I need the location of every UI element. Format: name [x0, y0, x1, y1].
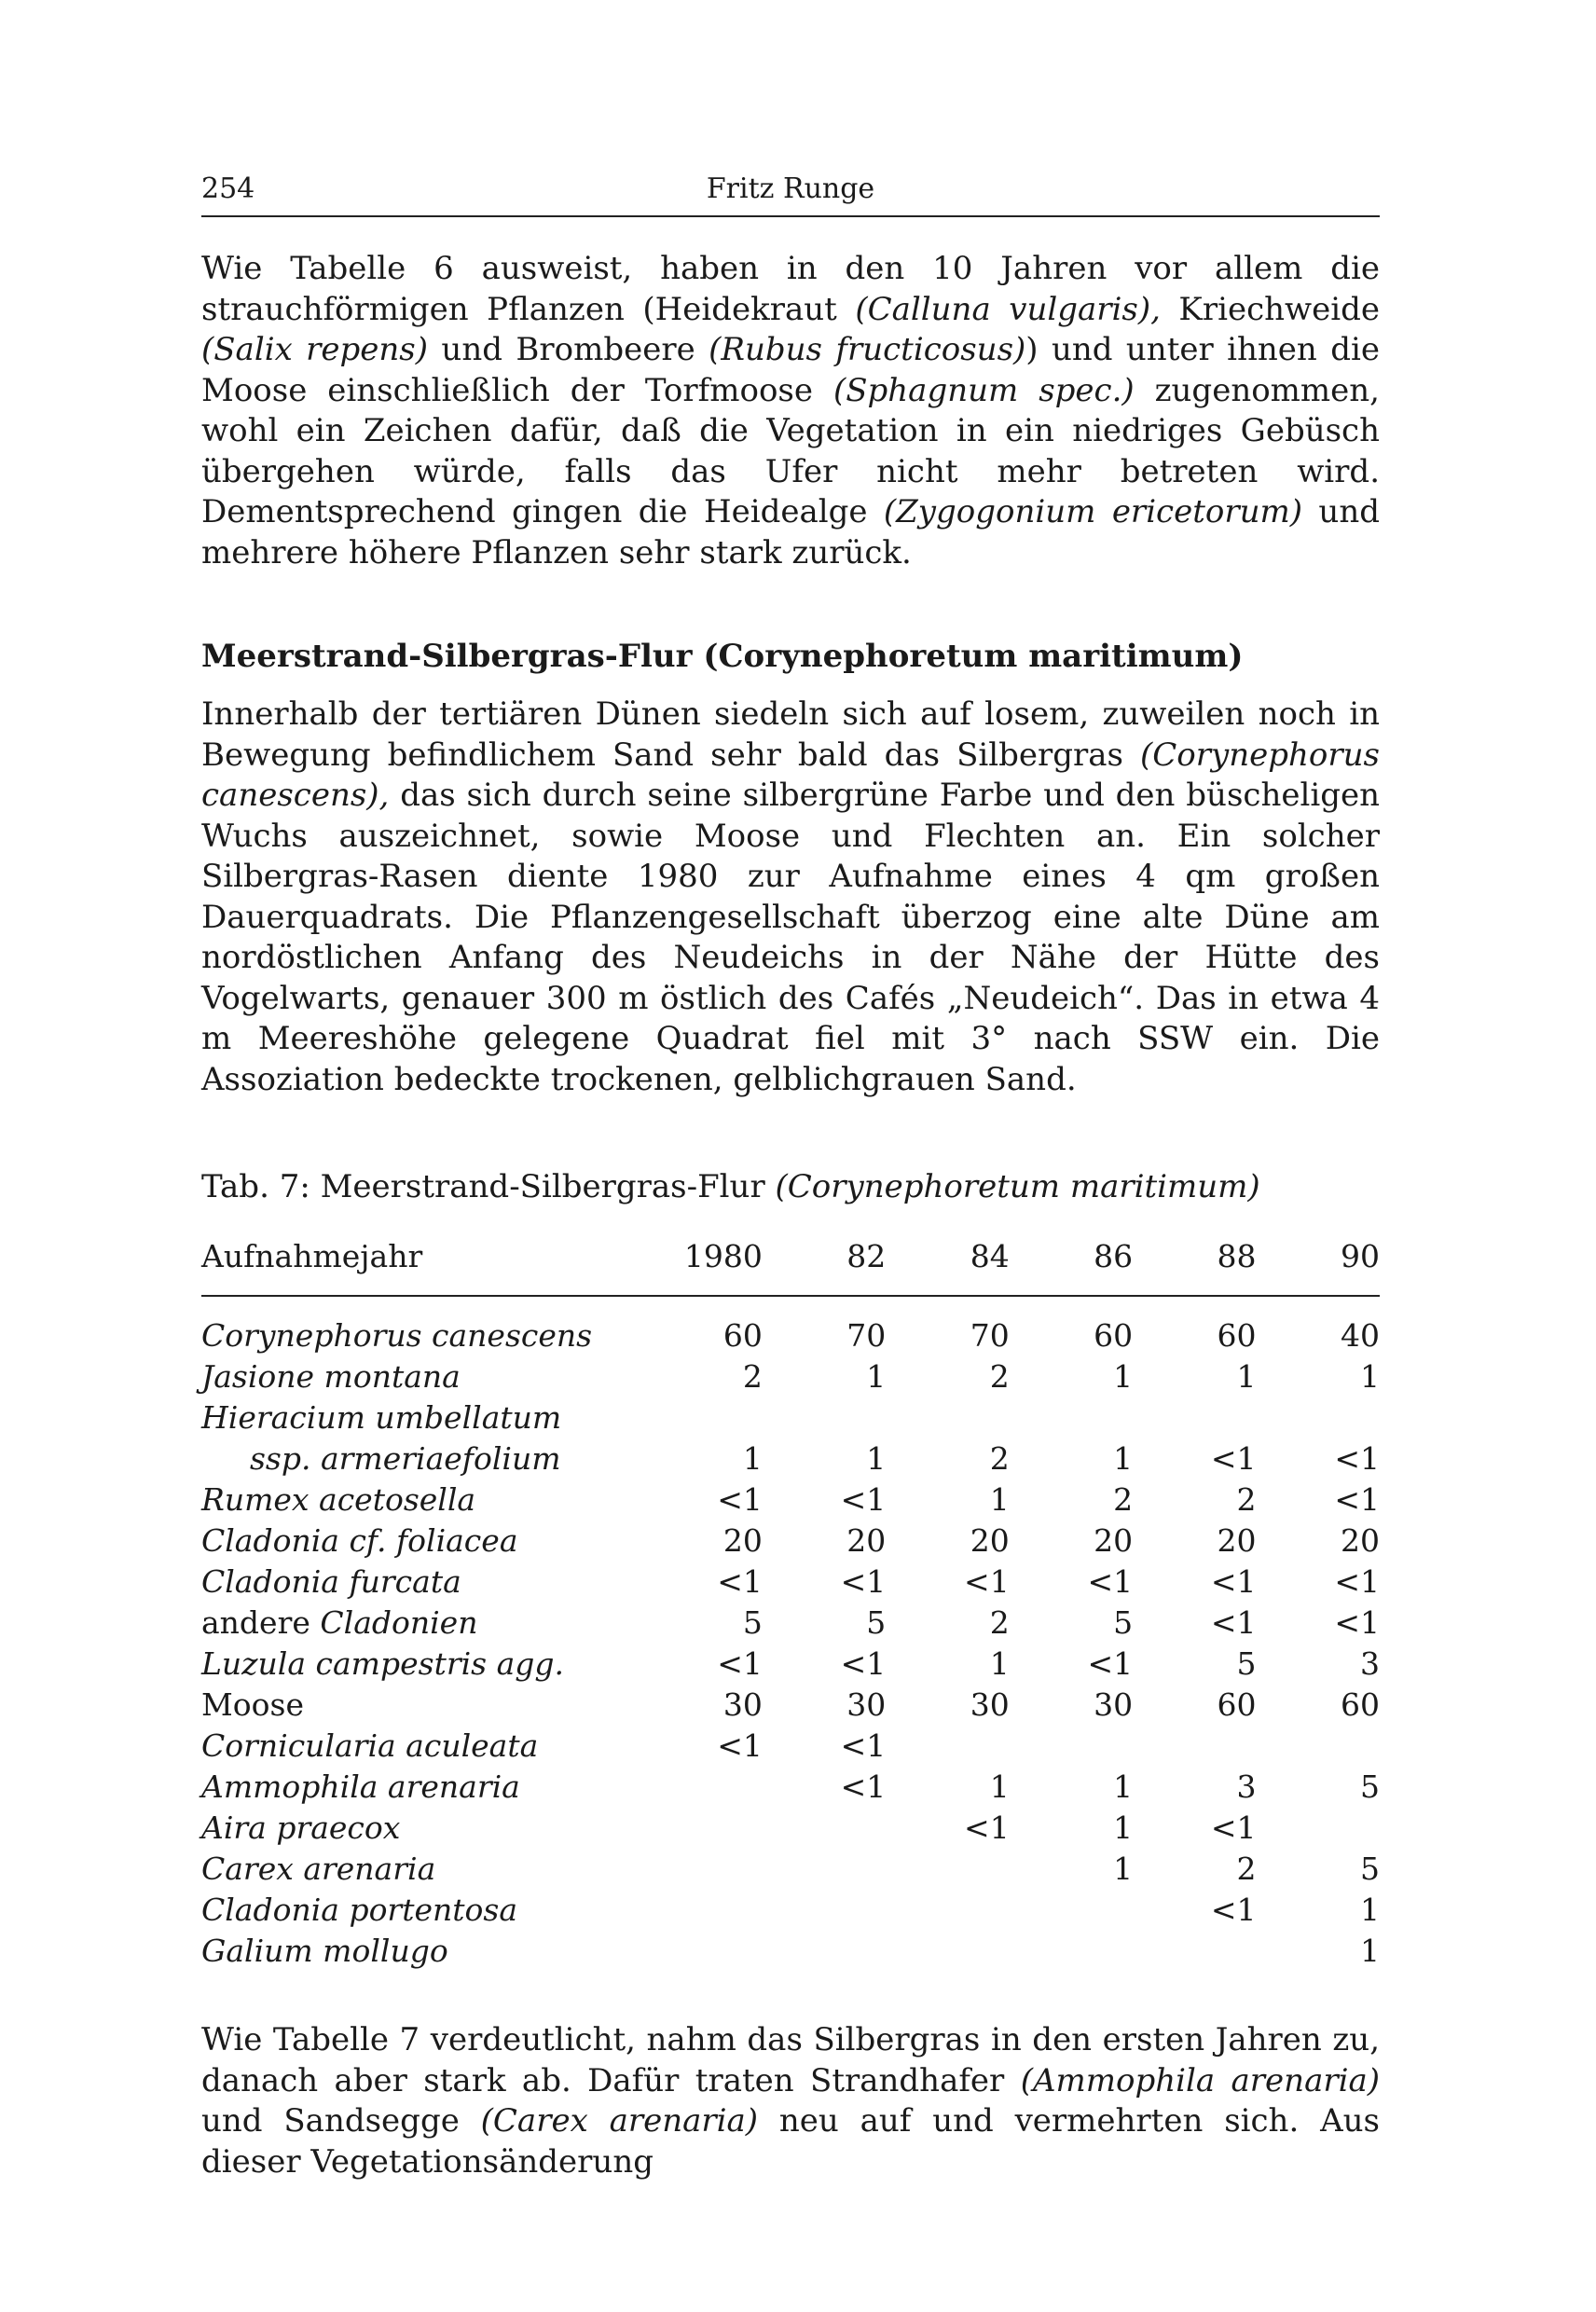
cover-value: 1 — [1113, 1768, 1134, 1805]
cover-value: 40 — [1341, 1317, 1380, 1354]
cover-value: 20 — [846, 1522, 887, 1559]
species-name: Moose — [201, 1686, 304, 1723]
table-row — [201, 1603, 1380, 1644]
cover-value — [1133, 1931, 1256, 1972]
cover-value: 2 — [989, 1440, 1010, 1477]
cover-value: <1 — [1087, 1563, 1134, 1600]
table-row — [201, 1767, 1380, 1808]
cover-value: 60 — [722, 1317, 763, 1354]
text-run: neu auf und vermehrten sich. Aus dieser Vegetationsänderung — [201, 2102, 1380, 2181]
species-name: (Zygogonium ericetorum) — [883, 493, 1303, 530]
cover-value: 1 — [1360, 1933, 1380, 1969]
cover-value: 20 — [970, 1522, 1010, 1559]
text-run: Wie Tabelle 7 verdeutlicht, nahm das Silbergras in den ersten Jahren zu, danach aber stark ab. Dafür traten Strandhafer — [201, 2021, 1380, 2099]
cover-value: 1 — [1360, 1358, 1380, 1395]
species-cell — [201, 1438, 639, 1479]
year-header: 88 — [1217, 1238, 1257, 1274]
cover-value — [1133, 1726, 1256, 1767]
cover-value — [639, 1890, 762, 1931]
cover-value: 1 — [866, 1358, 887, 1395]
cover-value: 1 — [1360, 1892, 1380, 1928]
species-name: Cladonia portentosa — [201, 1892, 517, 1928]
page — [201, 172, 1380, 2182]
species-name: (Carex arenaria) — [480, 2102, 759, 2140]
section-heading: Meerstrand-Silbergras-Flur (Corynephoretum maritimum) — [201, 638, 1244, 675]
cover-value — [763, 1931, 886, 1972]
table-row — [201, 1685, 1380, 1726]
cover-value: 60 — [1217, 1317, 1257, 1354]
species-cell — [201, 1726, 639, 1767]
cover-value: 2 — [989, 1358, 1010, 1395]
cover-value — [886, 1849, 1009, 1890]
table-row — [201, 1562, 1380, 1603]
text-run: und mehrere höhere Pflanzen sehr stark zurück. — [201, 493, 1380, 571]
cover-value — [1010, 1890, 1133, 1931]
cover-value: 60 — [1341, 1686, 1380, 1723]
cover-value — [1133, 1397, 1256, 1438]
species-cell — [201, 1479, 639, 1521]
cover-value: 60 — [1094, 1317, 1134, 1354]
cover-value: <1 — [1334, 1481, 1380, 1518]
species-name: Corynephorus canescens — [201, 1317, 593, 1354]
caption-text: Tab. 7: Meerstrand-Silbergras-Flur — [201, 1168, 776, 1205]
cover-value: 1 — [989, 1645, 1010, 1682]
cover-value — [886, 1890, 1009, 1931]
species-cell — [201, 1356, 639, 1397]
species-cell — [201, 1644, 639, 1685]
cover-value: 1 — [1113, 1810, 1134, 1846]
species-cell — [201, 1849, 639, 1890]
cover-value — [886, 1726, 1009, 1767]
cover-value — [763, 1890, 886, 1931]
cover-value — [1257, 1726, 1380, 1767]
cover-value: <1 — [964, 1563, 1010, 1600]
cover-value: <1 — [1210, 1810, 1257, 1846]
text-run: und Sandsegge — [201, 2102, 481, 2140]
cover-value: <1 — [1087, 1645, 1134, 1682]
cover-value: <1 — [717, 1563, 763, 1600]
text-run: ) und unter ihnen die Moose einschließlich der Torfmoose — [201, 331, 1380, 409]
cover-value — [639, 1808, 762, 1849]
cover-value: <1 — [717, 1645, 763, 1682]
table-row — [201, 1644, 1380, 1685]
species-cell — [201, 1296, 639, 1356]
cover-value: 2 — [1236, 1481, 1257, 1518]
cover-value: 3 — [1360, 1645, 1380, 1682]
cover-value: 20 — [1341, 1522, 1380, 1559]
cover-value: 20 — [722, 1522, 763, 1559]
cover-value: 60 — [1217, 1686, 1257, 1723]
species-name: Carex arenaria — [201, 1851, 436, 1887]
species-name: Cornicularia aculeata — [201, 1727, 539, 1764]
page-number: 254 — [201, 172, 255, 205]
cover-value: 2 — [1236, 1851, 1257, 1887]
text-run: Kriechweide — [1160, 290, 1380, 328]
cover-value: <1 — [1334, 1440, 1380, 1477]
cover-value: 1 — [989, 1481, 1010, 1518]
cover-value — [639, 1849, 762, 1890]
text-run: Wie Tabelle 6 ausweist, haben in den 10 Jahren vor allem die strauchförmigen Pflanzen (Heidekraut — [201, 250, 1380, 328]
cover-value — [1257, 1397, 1380, 1438]
paragraph-tabelle-7 — [201, 2020, 1380, 2182]
species-name: (Salix repens) — [201, 331, 429, 368]
species-name: Luzula campestris agg. — [201, 1645, 564, 1682]
text-run: Innerhalb der tertiären Dünen siedeln sich auf losem, zuweilen noch in Bewegung befindlichem Sand sehr bald das Silbergras — [201, 695, 1380, 774]
cover-value: 2 — [989, 1604, 1010, 1641]
table-body — [201, 1296, 1380, 1972]
cover-value: <1 — [840, 1645, 887, 1682]
year-header: 82 — [846, 1238, 887, 1274]
species-cell — [201, 1521, 639, 1562]
year-header: 86 — [1094, 1238, 1134, 1274]
table-row — [201, 1808, 1380, 1849]
vegetation-table — [201, 1238, 1380, 1972]
paragraph-corynephoretum — [201, 695, 1380, 1100]
species-name: (Corynephorus canescens), — [201, 736, 1380, 814]
cover-value: <1 — [717, 1727, 763, 1764]
cover-value: 1 — [866, 1440, 887, 1477]
cover-value: 20 — [1094, 1522, 1134, 1559]
table-row — [201, 1296, 1380, 1356]
cover-value: 5 — [866, 1604, 887, 1641]
cover-value: <1 — [964, 1810, 1010, 1846]
cover-value: 3 — [1236, 1768, 1257, 1805]
cover-value: 1 — [1113, 1440, 1134, 1477]
table-row — [201, 1356, 1380, 1397]
table-row — [201, 1849, 1380, 1890]
species-name: Rumex acetosella — [201, 1481, 476, 1518]
species-cell — [201, 1767, 639, 1808]
cover-value: 30 — [1094, 1686, 1134, 1723]
cover-value: 2 — [742, 1358, 763, 1395]
species-cell — [201, 1562, 639, 1603]
species-name: Jasione montana — [201, 1358, 461, 1395]
species-name: Cladonia cf. foliacea — [201, 1522, 518, 1559]
species-cell — [201, 1603, 639, 1644]
cover-value — [763, 1808, 886, 1849]
cover-value: 5 — [1236, 1645, 1257, 1682]
cover-value: <1 — [1210, 1892, 1257, 1928]
cover-value: <1 — [1210, 1563, 1257, 1600]
table-row — [201, 1726, 1380, 1767]
species-cell — [201, 1397, 639, 1438]
cover-value: 5 — [1113, 1604, 1134, 1641]
species-cell — [201, 1808, 639, 1849]
cover-value — [1010, 1397, 1133, 1438]
species-name: (Rubus fructicosus) — [709, 331, 1026, 368]
table-row — [201, 1438, 1380, 1479]
caption-association: (Corynephoretum maritimum) — [775, 1168, 1260, 1205]
cover-value: <1 — [1210, 1604, 1257, 1641]
cover-value: 2 — [1113, 1481, 1134, 1518]
species-name: (Calluna vulgaris), — [855, 290, 1161, 328]
cover-value — [1010, 1726, 1133, 1767]
table-caption — [201, 1167, 1380, 1206]
species-name: Hieracium umbellatum — [201, 1399, 562, 1436]
species-name: Galium mollugo — [201, 1933, 448, 1969]
cover-value: 1 — [989, 1768, 1010, 1805]
table-row — [201, 1890, 1380, 1931]
cover-value — [639, 1931, 762, 1972]
text-run: das sich durch seine silbergrüne Farbe und den büscheligen Wuchs auszeichnet, sowie Moose und Flechten an. Ein solcher Silbergras-Rasen diente 1980 zur Aufnahme eines 4 qm großen Dauerquadrats. Die Pflanzengesellschaft überzog eine alte Düne am nordöstlichen Anfang des Neudeichs in der Nähe der Hütte des Vogelwarts, genauer 300 m östlich des Cafés „Neudeich“. Das in etwa 4 m Meereshöhe gelegene Quadrat fiel mit 3° nach SSW ein. Die Assoziation bedeckte trockenen, gelblichgrauen Sand. — [201, 777, 1380, 1098]
cover-value: 1 — [1113, 1851, 1134, 1887]
species-name: Cladonia furcata — [201, 1563, 461, 1600]
table-header — [201, 1238, 1380, 1296]
running-head — [201, 172, 1380, 217]
cover-value: 30 — [846, 1686, 887, 1723]
cover-value: 5 — [742, 1604, 763, 1641]
cover-value: <1 — [840, 1768, 887, 1805]
cover-value — [639, 1767, 762, 1808]
table-row — [201, 1521, 1380, 1562]
cover-value — [763, 1397, 886, 1438]
cover-value — [639, 1397, 762, 1438]
cover-value: <1 — [1334, 1604, 1380, 1641]
species-name: (Sphagnum spec.) — [832, 371, 1135, 409]
cover-value: <1 — [840, 1727, 887, 1764]
cover-value: 30 — [970, 1686, 1010, 1723]
cover-value: <1 — [840, 1481, 887, 1518]
year-header: 84 — [970, 1238, 1010, 1274]
species-name: Cladonien — [320, 1604, 478, 1641]
species-name: (Ammophila arenaria) — [1020, 2061, 1381, 2099]
species-cell — [201, 1685, 639, 1726]
species-name: Aira praecox — [201, 1810, 401, 1846]
cover-value: 20 — [1217, 1522, 1257, 1559]
cover-value: 30 — [722, 1686, 763, 1723]
table-row — [201, 1397, 1380, 1438]
running-head-author: Fritz Runge — [706, 172, 875, 205]
cover-value: <1 — [1210, 1440, 1257, 1477]
year-header: 90 — [1341, 1238, 1380, 1274]
cover-value — [886, 1397, 1009, 1438]
cover-value: 1 — [1113, 1358, 1134, 1395]
species-name: Ammophila arenaria — [201, 1768, 520, 1805]
cover-value — [886, 1931, 1009, 1972]
cover-value: 1 — [1236, 1358, 1257, 1395]
table-row — [201, 1479, 1380, 1521]
species-prefix: andere — [201, 1604, 321, 1641]
cover-value: 5 — [1360, 1851, 1380, 1887]
species-cell — [201, 1931, 639, 1972]
cover-value: <1 — [840, 1563, 887, 1600]
header-row — [201, 1238, 1380, 1296]
cover-value: <1 — [717, 1481, 763, 1518]
cover-value — [763, 1849, 886, 1890]
cover-value — [1257, 1808, 1380, 1849]
cover-value — [1010, 1931, 1133, 1972]
species-cell — [201, 1890, 639, 1931]
cover-value: 70 — [846, 1317, 887, 1354]
year-header: 1980 — [683, 1238, 763, 1274]
header-label: Aufnahmejahr — [201, 1238, 423, 1274]
text-run: und Brombeere — [428, 331, 709, 368]
paragraph-tabelle-6 — [201, 249, 1380, 573]
cover-value: 5 — [1360, 1768, 1380, 1805]
cover-value: <1 — [1334, 1563, 1380, 1600]
cover-value: 70 — [970, 1317, 1010, 1354]
text-run: zugenommen, wohl ein Zeichen dafür, daß die Vegetation in ein niedriges Gebüsch übergehen würde, falls das Ufer nicht mehr betreten wird. Dementsprechend gingen die Heidealge — [201, 371, 1380, 530]
species-name: ssp. armeriaefolium — [250, 1440, 561, 1477]
table-row — [201, 1931, 1380, 1972]
cover-value: 1 — [742, 1440, 763, 1477]
